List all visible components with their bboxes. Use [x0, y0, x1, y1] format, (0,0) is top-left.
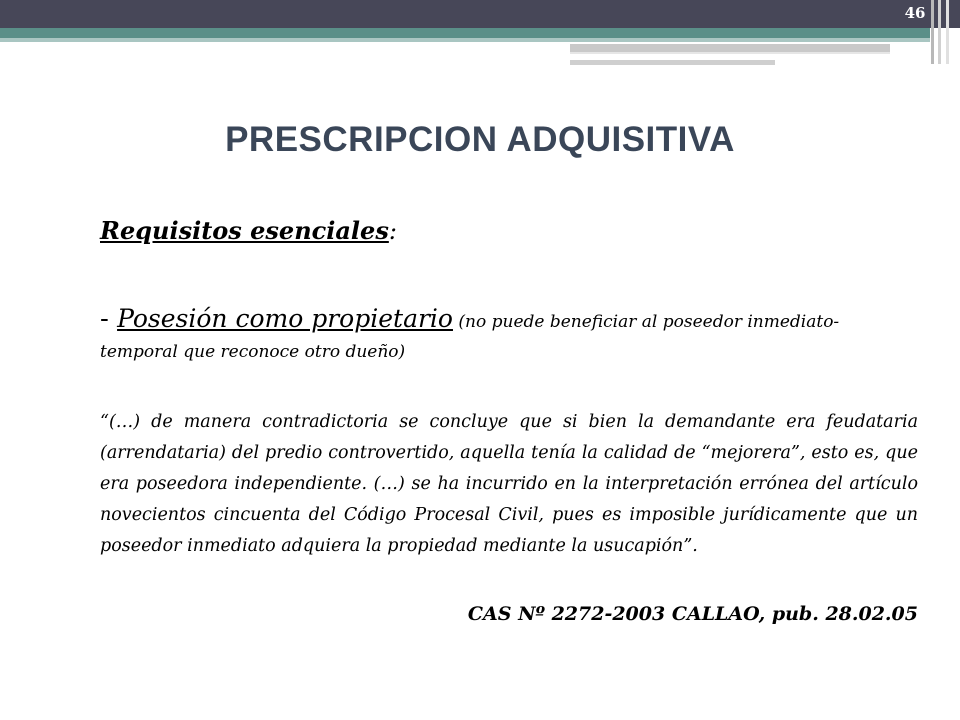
- section-heading-text: Requisitos esenciales: [100, 216, 389, 245]
- section-heading-colon: :: [388, 217, 397, 245]
- header-accent-bar: [570, 44, 890, 52]
- header-bar-teal: [0, 28, 930, 38]
- header-accent-bar-short: [570, 60, 775, 65]
- case-citation: CAS Nº 2272-2003 CALLAO, pub. 28.02.05: [467, 603, 918, 625]
- requirement-lead: Posesión como propietario: [117, 304, 453, 333]
- requirement-detail: (no puede beneficiar al poseedor inmediato-temporal que reconoce otro dueño): [100, 312, 840, 362]
- section-heading: [100, 216, 397, 245]
- requirement-dash: -: [100, 304, 118, 334]
- header-vertical-line: [931, 0, 934, 64]
- header-vertical-line: [938, 0, 941, 64]
- header-vertical-line: [946, 0, 949, 64]
- header-bar-teal-light: [0, 38, 930, 42]
- jurisprudence-quote: “(…) de manera contradictoria se concluye que si bien la demandante era feudataria (arrendataria) del predio controvertido, aquella tenía la calidad de “mejorera”, esto es, que era poseedora independiente. (…) se ha incurrido en la interpretación errónea del artículo novecientos cincuenta del Código Procesal Civil, pues es imposible jurídicamente que un poseedor inmediato adquiera la propiedad mediante la usucapión”.: [100, 412, 918, 556]
- slide-number: 46: [904, 4, 926, 22]
- header-bar-dark: [0, 0, 960, 28]
- slide-title: PRESCRIPCION ADQUISITIVA: [225, 120, 735, 159]
- requirement-item: [100, 304, 900, 367]
- header-accent-line: [570, 52, 890, 54]
